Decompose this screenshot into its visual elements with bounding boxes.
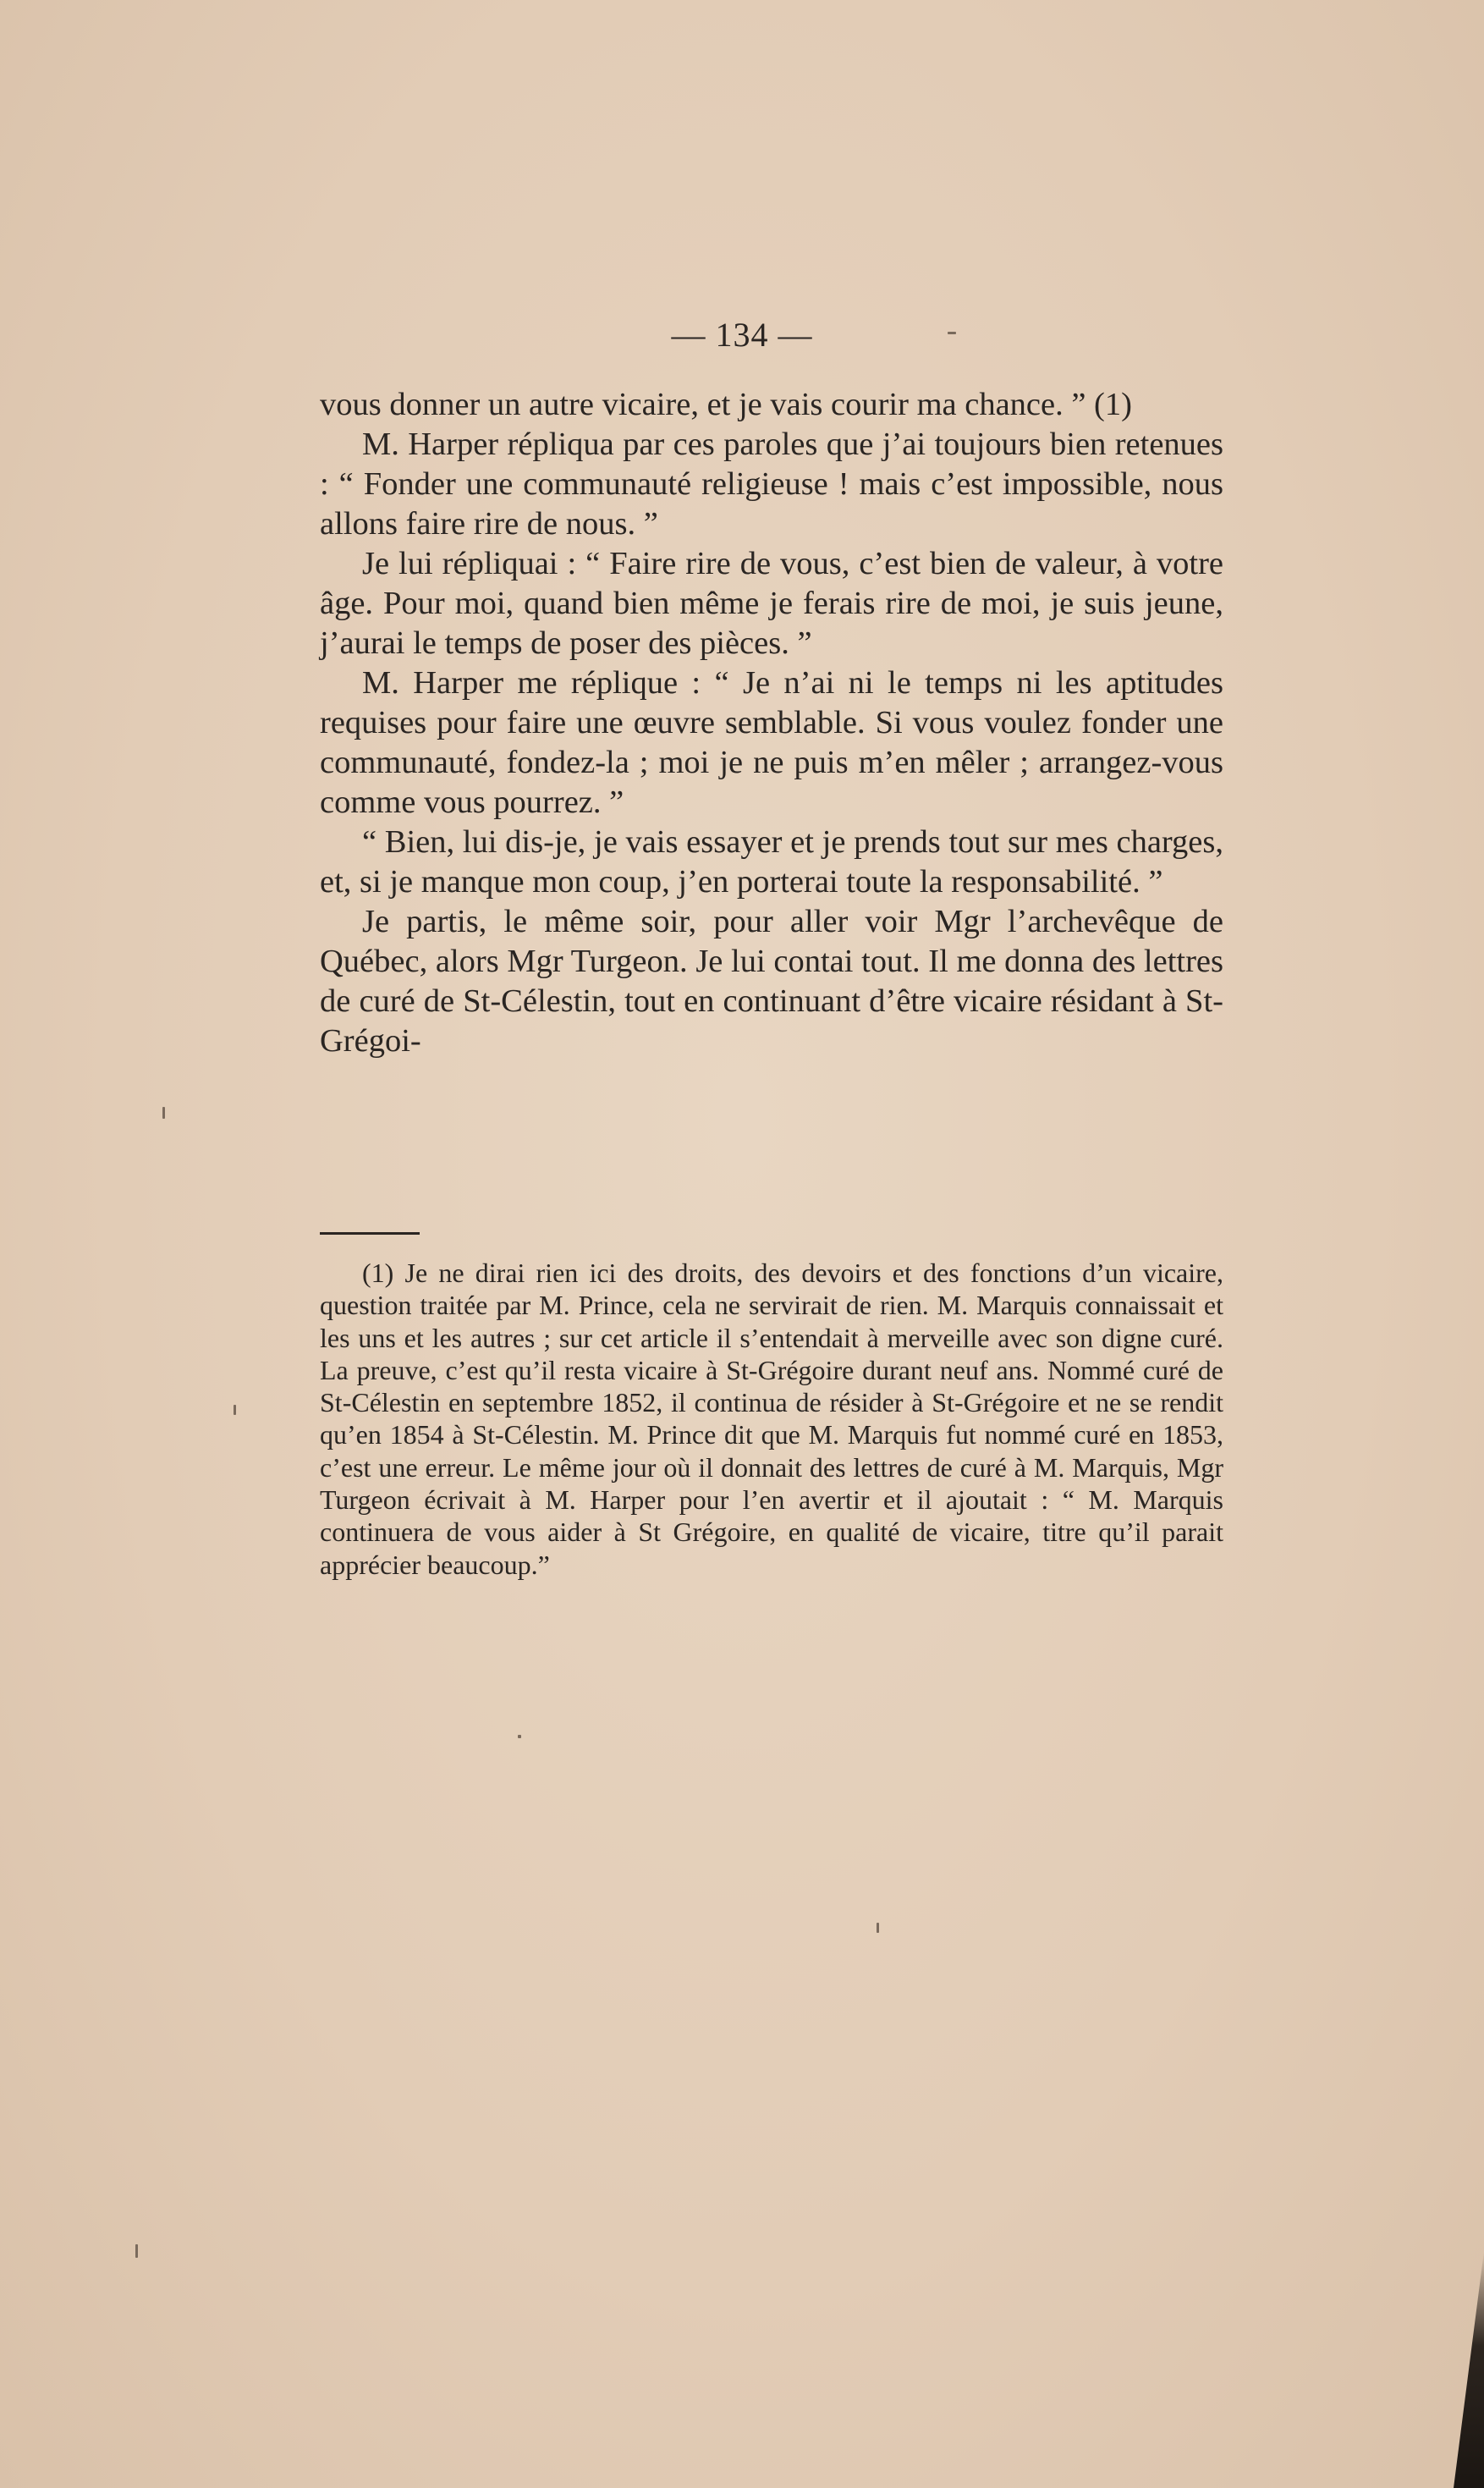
paper-speck: [135, 2244, 138, 2258]
paragraph: Je partis, le même soir, pour aller voir Mgr l’archevêque de Québec, alors Mgr Turgeon. Je lui contai tout. Il me donna des lettres de curé de St-Célestin, tout en continuant d’être vicaire résidant à St-Grégoi-: [320, 904, 1223, 1059]
paper-speck: [877, 1923, 879, 1933]
body-text: [320, 385, 1223, 1061]
footnote-text: (1) Je ne dirai rien ici des droits, des devoirs et des fonctions d’un vicaire, question traitée par M. Prince, cela ne servirait de rien. M. Marquis connaissait et les uns et les autres ; sur cet article il s’entendait à merveille avec son digne curé. La preuve, c’est qu’il resta vicaire à St-Grégoire durant neuf ans. Nommé curé de St-Célestin en septembre 1852, il continua de résider à St-Grégoire et ne se rendit qu’en 1854 à St-Célestin. M. Prince dit que M. Marquis fut nommé curé en 1853, c’est une erreur. Le même jour où il donnait des lettres de curé à M. Marquis, Mgr Turgeon écrivait à M. Harper pour l’en avertir et il ajoutait : “ M. Marquis continuera de vous aider à St Grégoire, en qualité de vicaire, titre qu’il parait apprécier beaucoup.”: [320, 1258, 1223, 1580]
paragraph: Je lui répliquai : “ Faire rire de vous, c’est bien de valeur, à votre âge. Pour moi, quand bien même je ferais rire de moi, je suis jeune, j’aurai le temps de poser des pièces. ”: [320, 546, 1223, 661]
footnote-rule: [320, 1232, 420, 1235]
page-number: — 134 —: [671, 316, 813, 354]
paragraph: “ Bien, lui dis-je, je vais essayer et je prends tout sur mes charges, et, si je manque mon coup, j’en porterai toute la responsabilité. ”: [320, 824, 1223, 900]
paper-speck: [162, 1107, 165, 1119]
paper-speck: [948, 332, 956, 334]
paragraph: M. Harper répliqua par ces paroles que j’ai toujours bien retenues : “ Fonder une communauté religieuse ! mais c’est impossible, nous allons faire rire de nous. ”: [320, 427, 1223, 542]
page-edge-shadow: [1454, 2251, 1484, 2488]
paragraph: M. Harper me réplique : “ Je n’ai ni le temps ni les aptitudes requises pour faire une œuvre semblable. Si vous voulez fonder une communauté, fondez-la ; moi je ne puis m’en mêler ; arrangez-vous comme vous pourrez. ”: [320, 665, 1223, 820]
paper-speck: [518, 1735, 521, 1738]
paragraph: vous donner un autre vicaire, et je vais courir ma chance. ” (1): [320, 387, 1132, 422]
paper-speck: [234, 1405, 236, 1415]
footnote: [320, 1257, 1223, 1581]
